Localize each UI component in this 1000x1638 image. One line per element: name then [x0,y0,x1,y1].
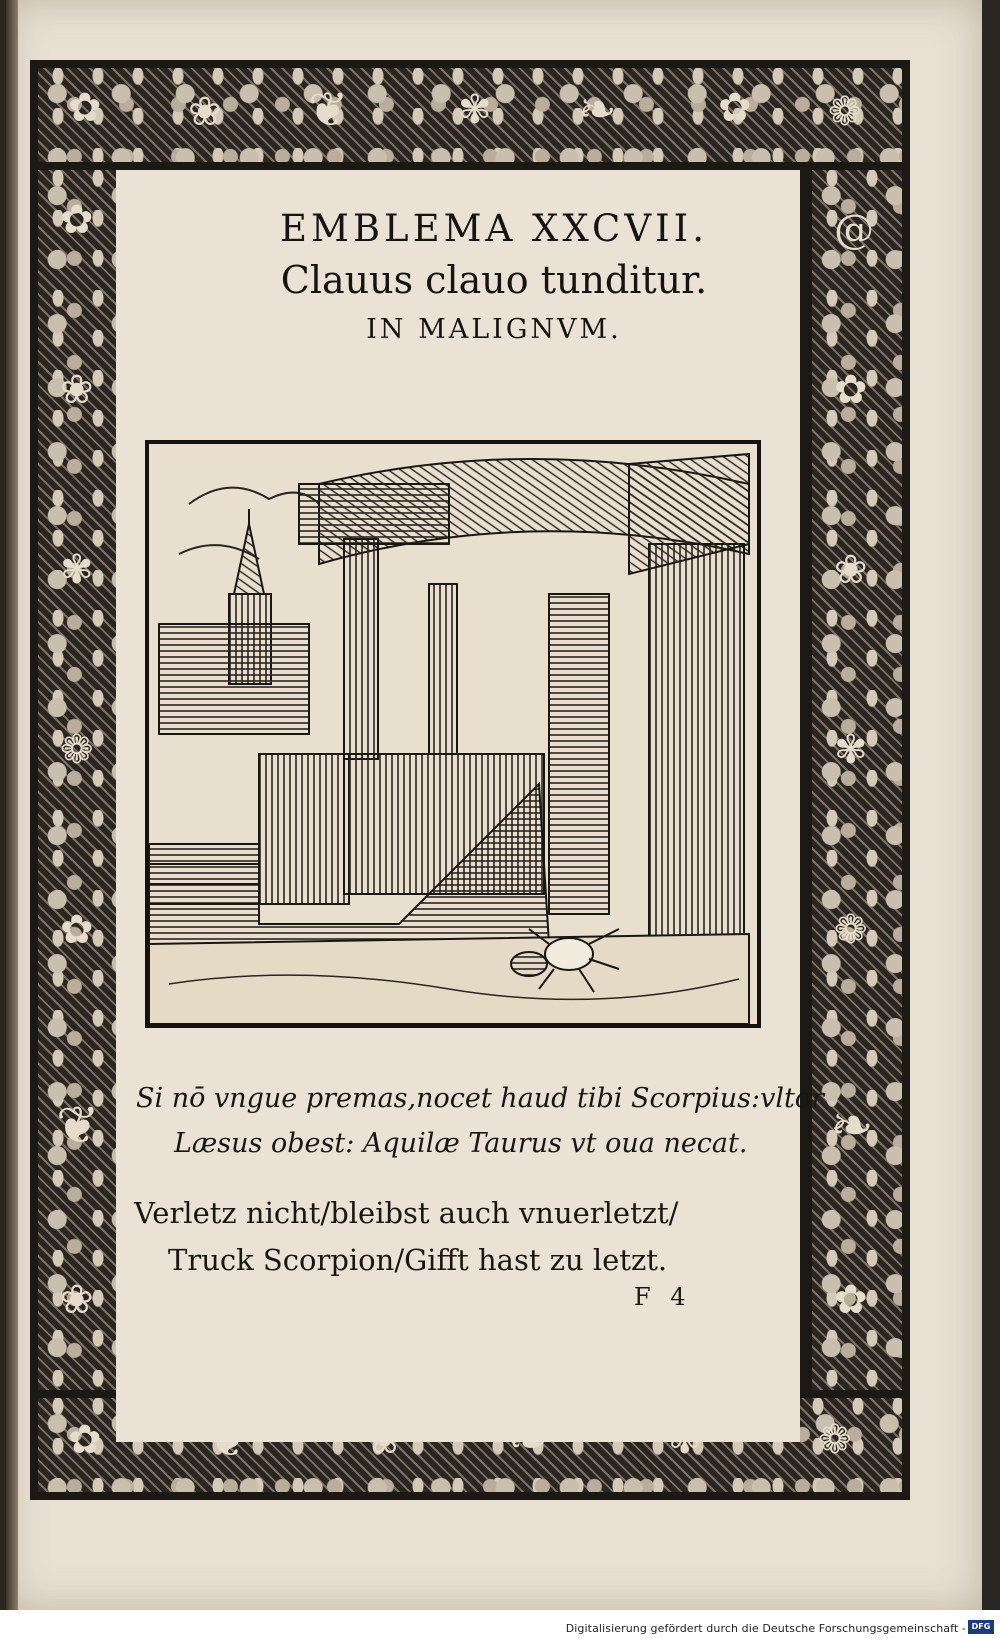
latin-verse-line-1: Si nō vngue premas,nocet haud tibi Scorpius:vltor [136,1083,824,1114]
flower-icon: ❀ [60,367,94,413]
border-right-band [812,170,902,1390]
woodcut-illustration [145,440,761,1028]
emblem-motto: Clauus clauo tunditur. [280,258,708,302]
latin-verse-line-2: Læsus obest: Aquilæ Taurus vt oua necat. [174,1128,748,1159]
flower-icon: ✿ [60,197,94,243]
flower-icon: ❁ [60,727,94,773]
flower-icon: ✾ [60,547,94,593]
border-left-band [38,170,128,1390]
flower-icon: ✿ [68,1417,102,1463]
funding-credit: Digitalisierung gefördert durch die Deutsche Forschungsgemeinschaft - [565,1622,966,1635]
dfg-logo-icon: DFG [968,1620,994,1634]
flower-icon: ❀ [60,1277,94,1323]
flower-icon: ❀ [834,547,868,593]
flower-icon: ✾ [458,87,492,133]
flower-icon: ✿ [60,907,94,953]
snail-icon: @ [834,207,874,253]
flower-icon: ✿ [68,85,102,131]
flower-icon: ✿ [718,85,752,131]
german-verse-line-1: Verletz nicht/bleibst auch vnuerletzt/ [134,1196,679,1230]
flower-icon: ✿ [834,367,868,413]
emblem-title: EMBLEMA XXCVII. [279,207,709,250]
emblem-subtitle: IN MALIGNVM. [366,314,622,345]
signature-mark: F 4 [634,1283,692,1311]
german-verse-line-2: Truck Scorpion/Gifft hast zu letzt. [168,1243,668,1277]
book-page [6,0,982,1610]
flower-icon: ✿ [834,1277,868,1323]
heron-icon: ❧ [830,1096,874,1156]
flower-icon: ❁ [834,907,868,953]
flower-icon: ✾ [834,727,868,773]
peacock-icon: ❧ [578,82,617,136]
flower-icon: ❀ [188,89,222,135]
flower-icon: ❁ [828,89,862,135]
flower-icon: ❁ [818,1417,852,1463]
heron-icon: ❦ [56,1096,100,1156]
peacock-icon: ❦ [308,82,349,138]
border-top-band [38,68,902,162]
